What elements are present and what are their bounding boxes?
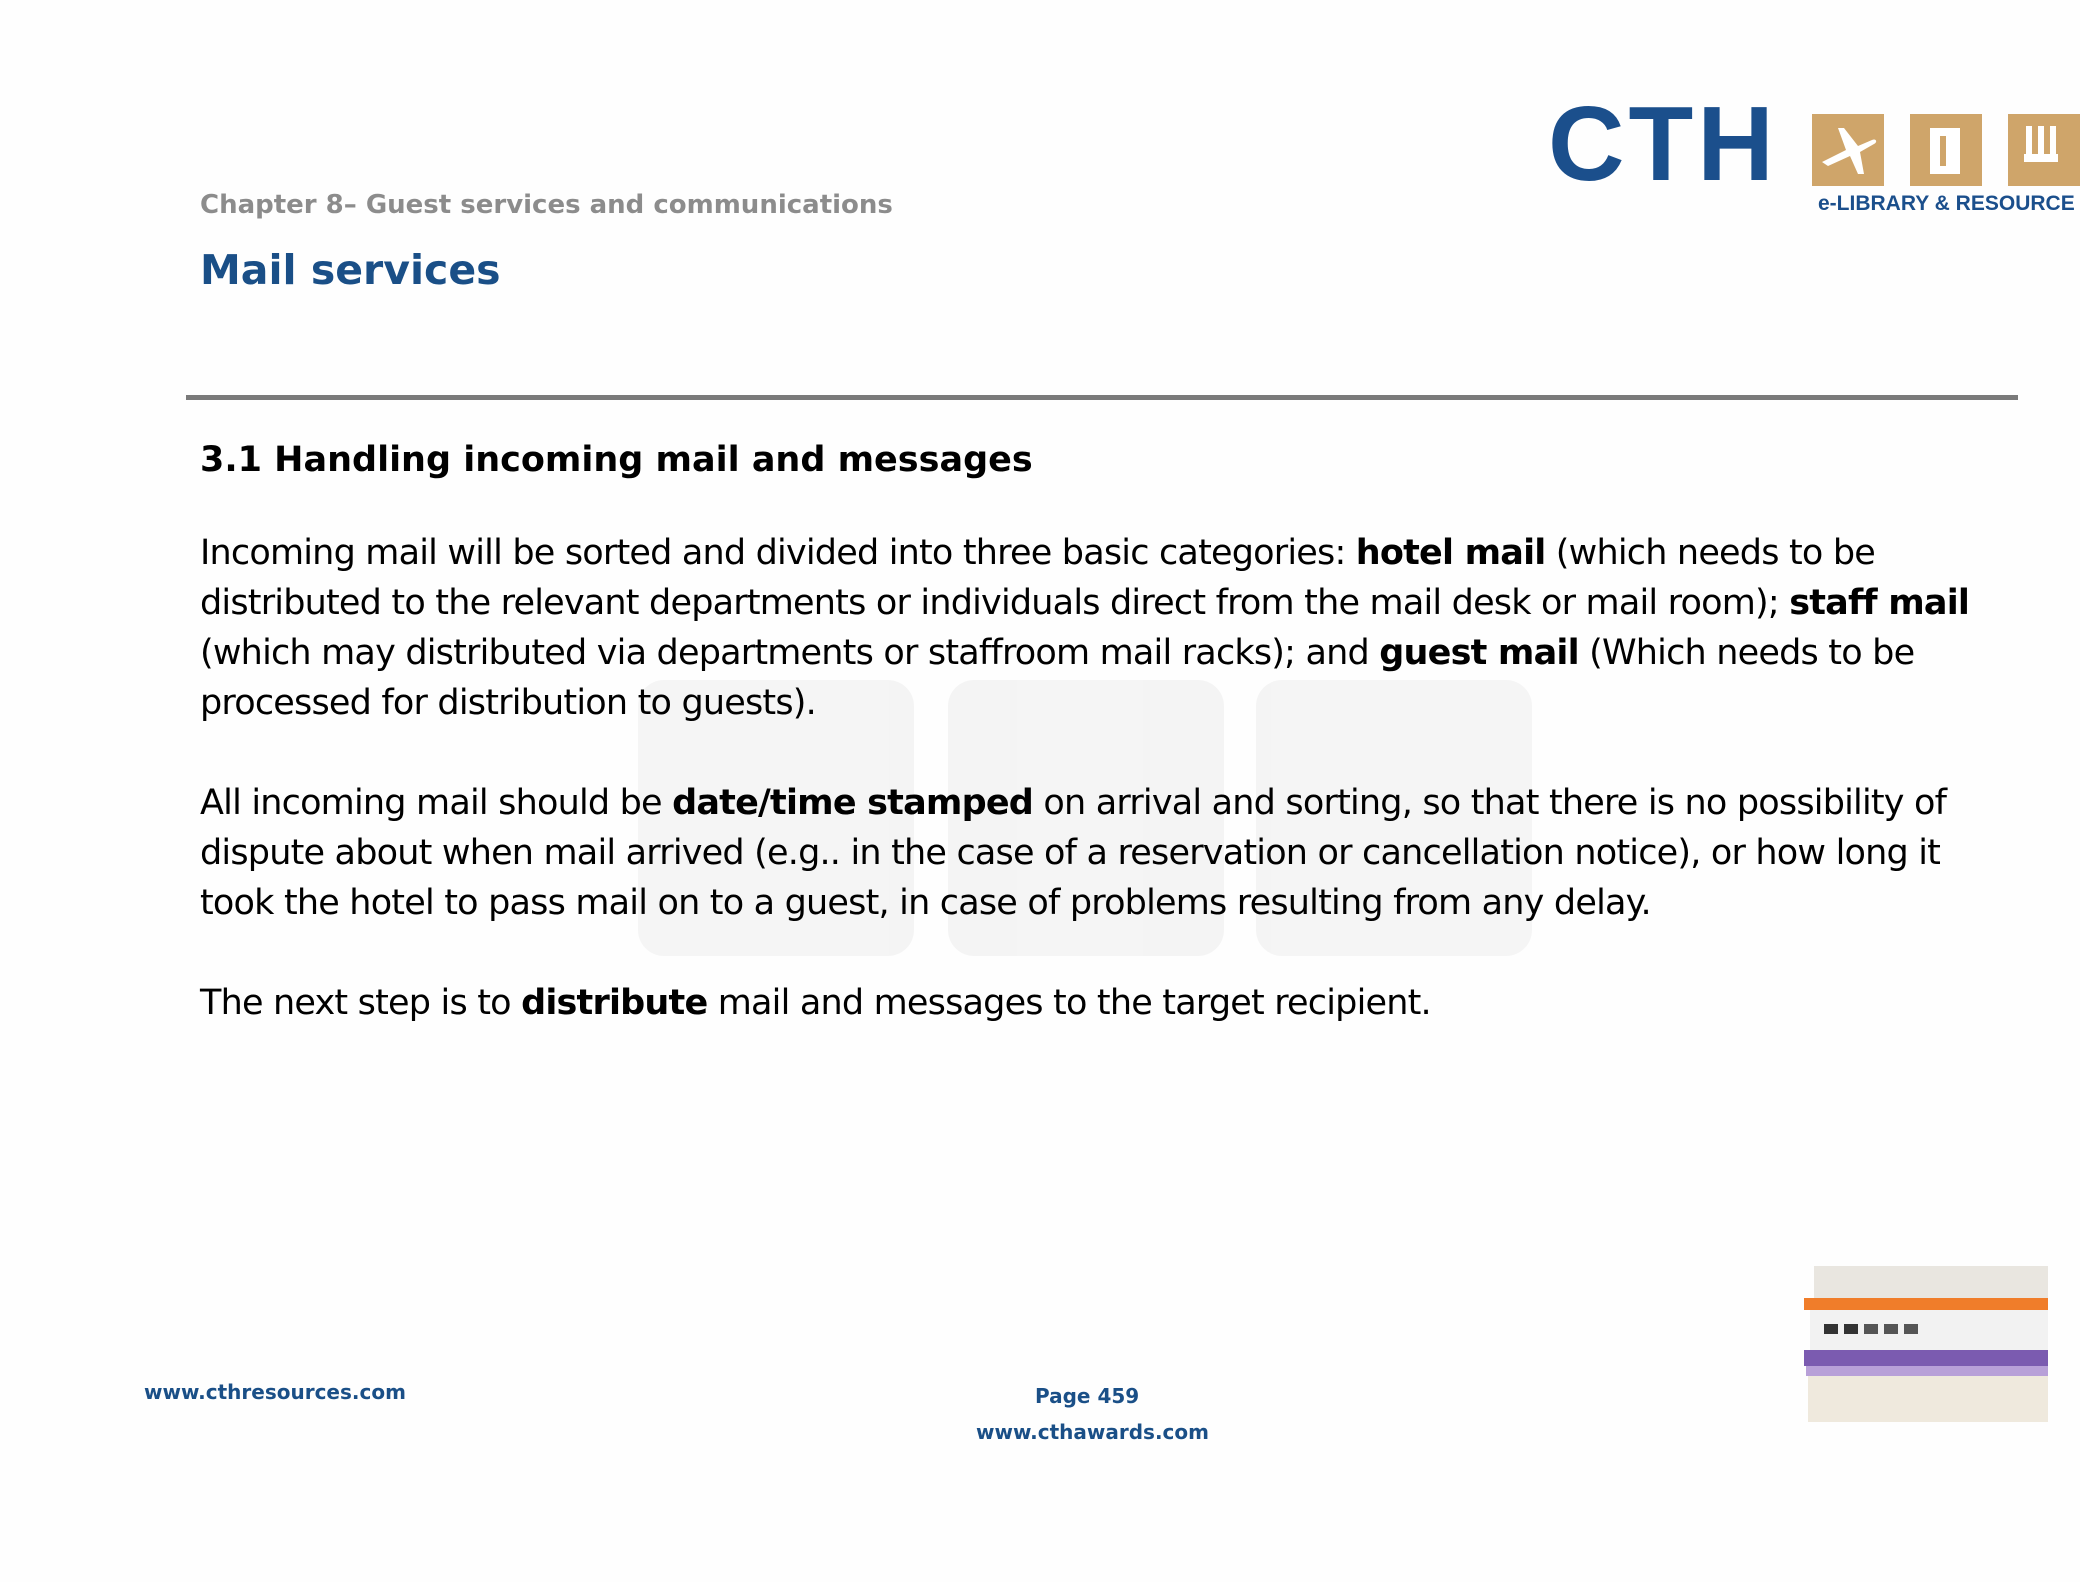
- airplane-icon: [1812, 114, 1884, 186]
- bold-term: date/time stamped: [672, 783, 1034, 823]
- paragraph-mail-categories: [200, 528, 2000, 728]
- section-heading: 3.1 Handling incoming mail and messages: [200, 440, 1033, 480]
- paragraph-time-stamping: [200, 778, 2000, 928]
- text-run: All incoming mail should be: [200, 783, 673, 823]
- logo-tagline: e-LIBRARY & RESOURCE: [1818, 192, 2075, 215]
- paragraph-distribution: [200, 978, 2000, 1028]
- footer-awards-link[interactable]: www.cthawards.com: [976, 1420, 1209, 1444]
- bold-term: staff mail: [1789, 583, 1970, 623]
- page-number: Page 459: [1035, 1384, 1140, 1408]
- book-stack-image: [1800, 1262, 2048, 1432]
- header-divider: [186, 395, 2018, 400]
- bold-term: guest mail: [1379, 633, 1579, 673]
- logo-wordmark: CTH: [1548, 85, 1778, 203]
- footer-resources-link[interactable]: www.cthresources.com: [144, 1380, 406, 1404]
- main-content: [200, 440, 2000, 1078]
- fork-icon: [2008, 114, 2080, 186]
- text-run: on arrival and sorting, so that there is no possibility of dispute about when mail arrived (e.g.. in the case of a reservation or cancellation notice), or how long it took the hotel to pass mail on to a guest, in case of problems resulting from any delay.: [200, 783, 1947, 923]
- chapter-label: Chapter 8– Guest services and communications: [200, 190, 893, 220]
- text-run: (Which needs to be processed for distribution to guests).: [200, 633, 1915, 723]
- text-run: Incoming mail will be sorted and divided into three basic categories:: [200, 533, 1356, 573]
- text-run: (which needs to be distributed to the relevant departments or individuals direct from the mail desk or mail room);: [200, 533, 1875, 623]
- text-run: The next step is to: [200, 983, 522, 1023]
- bold-term: distribute: [521, 983, 708, 1023]
- bold-term: hotel mail: [1355, 533, 1546, 573]
- building-icon: [1910, 114, 1982, 186]
- page-title: Mail services: [200, 246, 501, 294]
- text-run: (which may distributed via departments or staffroom mail racks); and: [200, 633, 1380, 673]
- text-run: mail and messages to the target recipient.: [707, 983, 1431, 1023]
